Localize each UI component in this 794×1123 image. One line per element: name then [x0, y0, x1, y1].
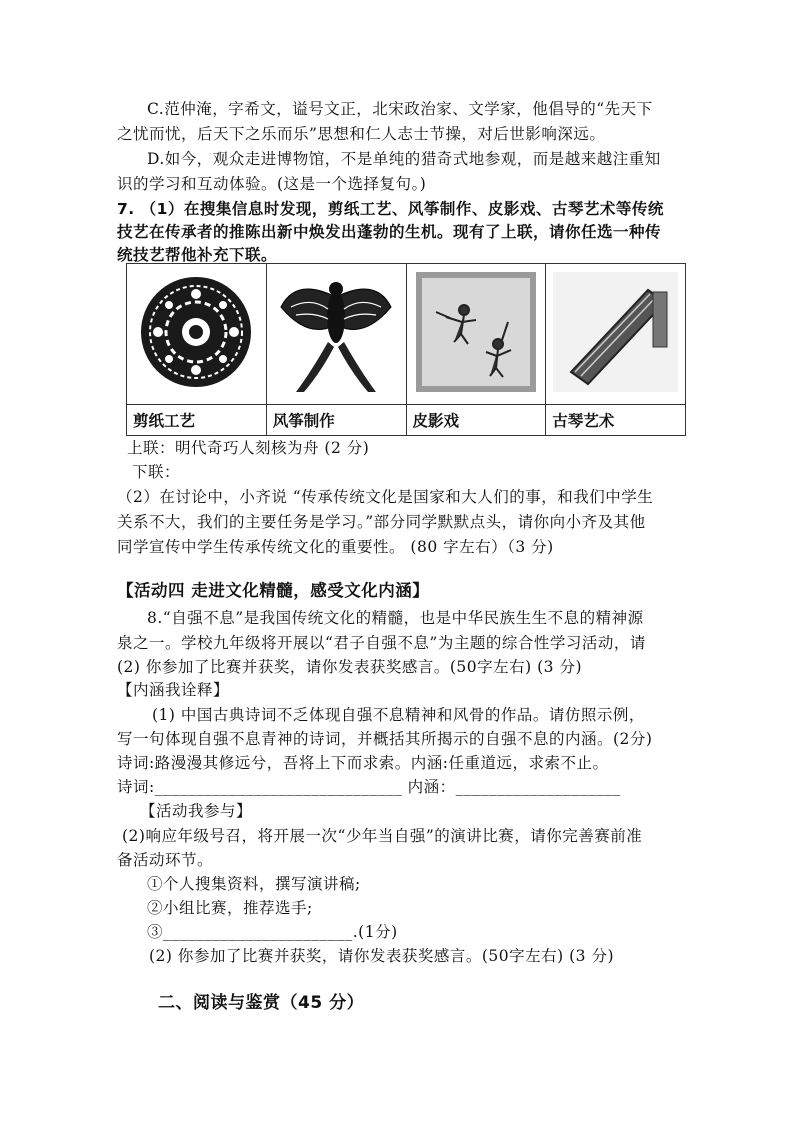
question-8-line-2: 泉之一。学校九年级将开展以“君子自强不息”为主题的综合性学习活动，请 — [117, 634, 646, 652]
neihan-heading: 【内涵我诠释】 — [117, 681, 230, 699]
question-8-line-1: 8.“自强不息”是我国传统文化的精髓，也是中华民族生生不息的精神源 — [147, 609, 644, 627]
question-7-line-3: 统技艺帮他补充下联。 — [117, 246, 278, 264]
papercut-image — [136, 272, 256, 396]
kite-cell — [266, 264, 406, 405]
crafts-table — [126, 263, 686, 436]
option-d-line-2: 识的学习和互动体验。(这是一个选择复句。) — [117, 175, 427, 193]
step-3-blank[interactable]: ③_______________________.(1分) — [147, 923, 398, 941]
question-7-line-2: 技艺在传承者的推陈出新中焕发出蓬勃的生机。现有了上联，请你任选一种传 — [117, 223, 662, 241]
activity-4-heading: 【活动四 走进文化精髓，感受文化内涵】 — [117, 581, 430, 600]
xialian-line: 下联： — [132, 463, 181, 481]
craft-name: 古琴艺术 — [546, 405, 686, 436]
craft-name: 皮影戏 — [406, 405, 546, 436]
question-8-line-3: (2) 你参加了比赛并获奖，请你发表获奖感言。(50字左右) (3 分) — [117, 658, 583, 676]
question-8-3-line: (2) 你参加了比赛并获奖，请你发表获奖感言。(50字左右) (3 分) — [149, 947, 615, 965]
shanglian-line: 上联：明代奇巧人刻核为舟 (2 分) — [127, 439, 370, 457]
section-2-heading: 二、阅读与鉴赏（45 分） — [158, 993, 365, 1013]
step-2: ②小组比赛，推荐选手; — [147, 899, 313, 917]
answer-blank-line[interactable]: 诗词:______________________________ 内涵：____________________ — [117, 778, 621, 796]
kite-image — [276, 267, 396, 401]
craft-name: 风筝制作 — [266, 405, 406, 436]
question-7-2-line-2: 关系不大，我们的主要任务是学习。”部分同学默默点头，请你向小齐及其他 — [117, 513, 646, 531]
papercut-cell — [127, 264, 267, 405]
option-c-line-2: 之忧而忧，后天下之乐而乐”思想和仁人志士节操，对后世影响深远。 — [117, 125, 606, 143]
step-1: ①个人搜集资料，撰写演讲稿; — [147, 875, 361, 893]
option-c-line-1: C.范仲淹，字希文，谥号文正，北宋政治家、文学家，他倡导的“先天下 — [147, 100, 653, 118]
guqin-image — [553, 272, 678, 396]
question-7-line-1: 7. （1）在搜集信息时发现，剪纸工艺、风筝制作、皮影戏、古琴艺术等传统 — [117, 200, 664, 218]
question-8-1-line-2: 写一句体现自强不息青神的诗词，并概括其所揭示的自强不息的内涵。(2分) — [117, 730, 653, 748]
example-line: 诗词:路漫漫其修远兮，吾将上下而求索。内涵:任重道远，求索不止。 — [117, 754, 609, 772]
question-7-2-line-1: （2）在讨论中，小齐说 “传承传统文化是国家和大人们的事，和我们中学生 — [117, 488, 654, 506]
question-8-1-line-1: (1) 中国古典诗词不乏体现自强不息精神和风骨的作品。请仿照示例， — [152, 706, 645, 724]
question-8-2-line-2: 备活动环节。 — [117, 851, 214, 869]
shadow-puppet-cell — [406, 264, 546, 405]
question-7-2-line-3: 同学宣传中学生传承传统文化的重要性。 (80 字左右）（3 分) — [117, 538, 554, 556]
question-8-2-line-1: (2)响应年级号召，将开展一次“少年当自强”的演讲比赛，请你完善赛前准 — [122, 827, 643, 845]
guqin-cell — [546, 264, 686, 405]
canyu-heading: 【活动我参与】 — [140, 802, 253, 820]
shadow-puppet-image — [416, 272, 536, 396]
option-d-line-1: D.如今，观众走进博物馆，不是单纯的猎奇式地参观，而是越来越注重知 — [147, 150, 661, 168]
craft-name: 剪纸工艺 — [127, 405, 267, 436]
